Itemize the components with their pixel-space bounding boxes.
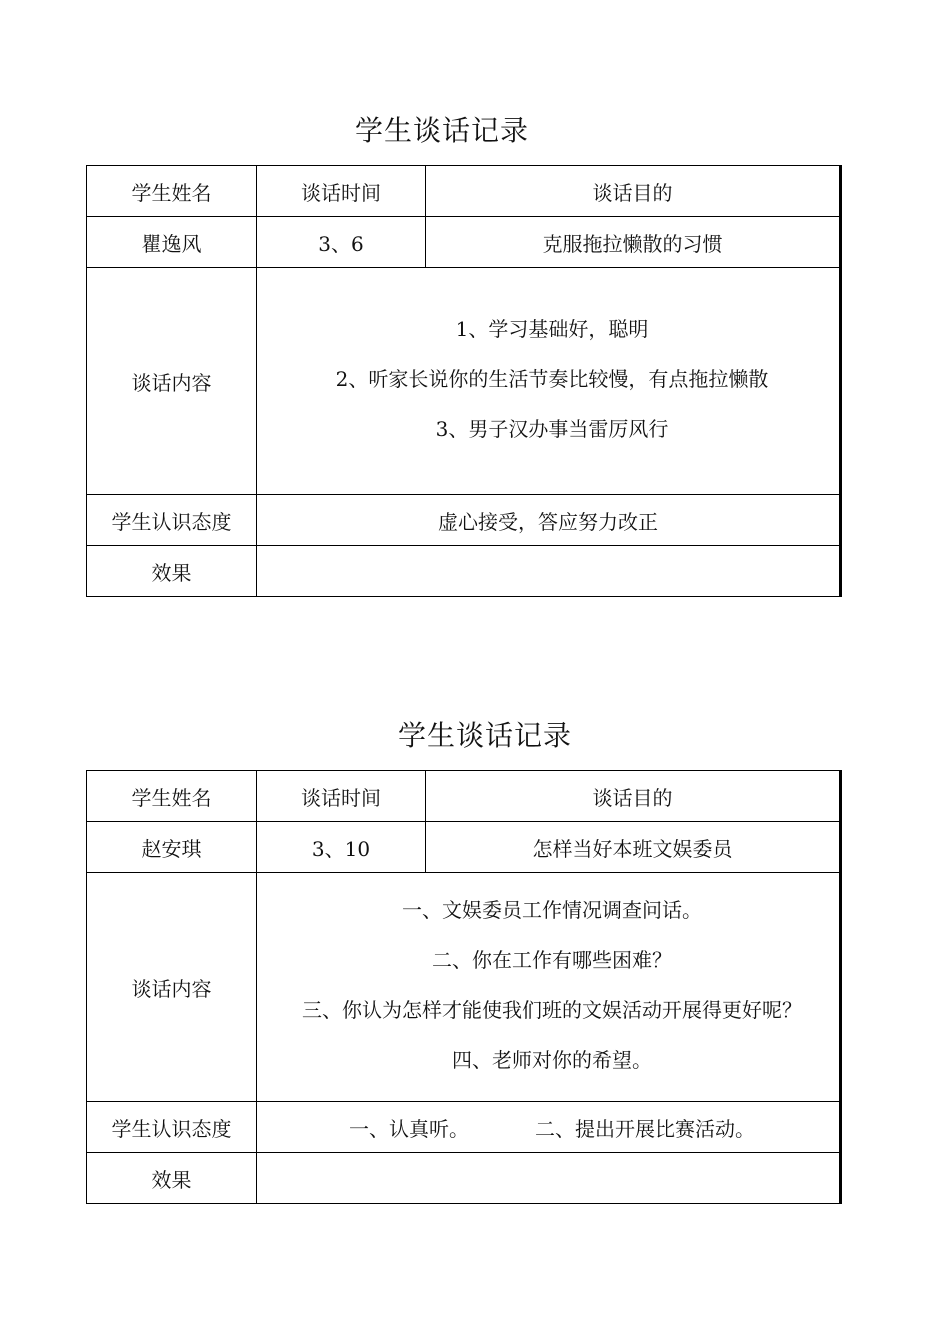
talk-record-table	[86, 770, 842, 1204]
effect-row	[87, 546, 841, 597]
talk-time-value: 3、6	[257, 217, 426, 268]
effect-value	[257, 1153, 841, 1204]
header-student-name: 学生姓名	[87, 771, 257, 822]
content-row	[87, 873, 841, 1102]
content-item: 一、文娱委员工作情况调查问话。	[402, 898, 702, 922]
attitude-value: 虚心接受，答应努力改正	[257, 495, 841, 546]
header-student-name: 学生姓名	[87, 166, 257, 217]
attitude-part: 一、认真听。	[349, 1116, 469, 1141]
content-label-cell	[87, 873, 257, 1102]
content-list	[257, 873, 841, 1102]
effect-row	[87, 1153, 841, 1204]
student-name-value: 赵安琪	[87, 822, 257, 873]
content-item: 四、老师对你的希望。	[452, 1048, 652, 1072]
info-row	[87, 217, 841, 268]
content-item: 3、男子汉办事当雷厉风行	[435, 417, 669, 441]
talk-purpose-value: 克服拖拉懒散的习惯	[426, 217, 841, 268]
header-talk-purpose: 谈话目的	[426, 166, 841, 217]
content-item: 2、听家长说你的生活节奏比较慢，有点拖拉懒散	[335, 367, 769, 391]
content-item: 二、你在工作有哪些困难？	[432, 948, 672, 972]
effect-value	[257, 546, 841, 597]
talk-time-value: 3、10	[257, 822, 426, 873]
attitude-label: 学生认识态度	[87, 495, 257, 546]
header-row	[87, 771, 841, 822]
attitude-value	[257, 1102, 841, 1153]
header-talk-time: 谈话时间	[257, 166, 426, 217]
content-label-cell	[87, 268, 257, 495]
header-row	[87, 166, 841, 217]
effect-label: 效果	[87, 546, 257, 597]
content-label: 谈话内容	[131, 370, 212, 395]
content-item: 1、学习基础好，聪明	[455, 317, 649, 341]
header-talk-time: 谈话时间	[257, 771, 426, 822]
content-label: 谈话内容	[131, 976, 212, 1001]
record-title: 学生谈话记录	[398, 719, 573, 752]
content-row	[87, 268, 841, 495]
attitude-part: 二、提出开展比赛活动。	[535, 1116, 755, 1141]
talk-record-table	[86, 165, 842, 597]
info-row	[87, 822, 841, 873]
content-item: 三、你认为怎样才能使我们班的文娱活动开展得更好呢？	[302, 998, 802, 1022]
talk-purpose-value: 怎样当好本班文娱委员	[426, 822, 841, 873]
record-title: 学生谈话记录	[355, 114, 530, 147]
header-talk-purpose: 谈话目的	[426, 771, 841, 822]
content-list	[257, 268, 841, 495]
attitude-row	[87, 495, 841, 546]
student-name-value: 瞿逸风	[87, 217, 257, 268]
attitude-row	[87, 1102, 841, 1153]
attitude-label: 学生认识态度	[87, 1102, 257, 1153]
effect-label: 效果	[87, 1153, 257, 1204]
